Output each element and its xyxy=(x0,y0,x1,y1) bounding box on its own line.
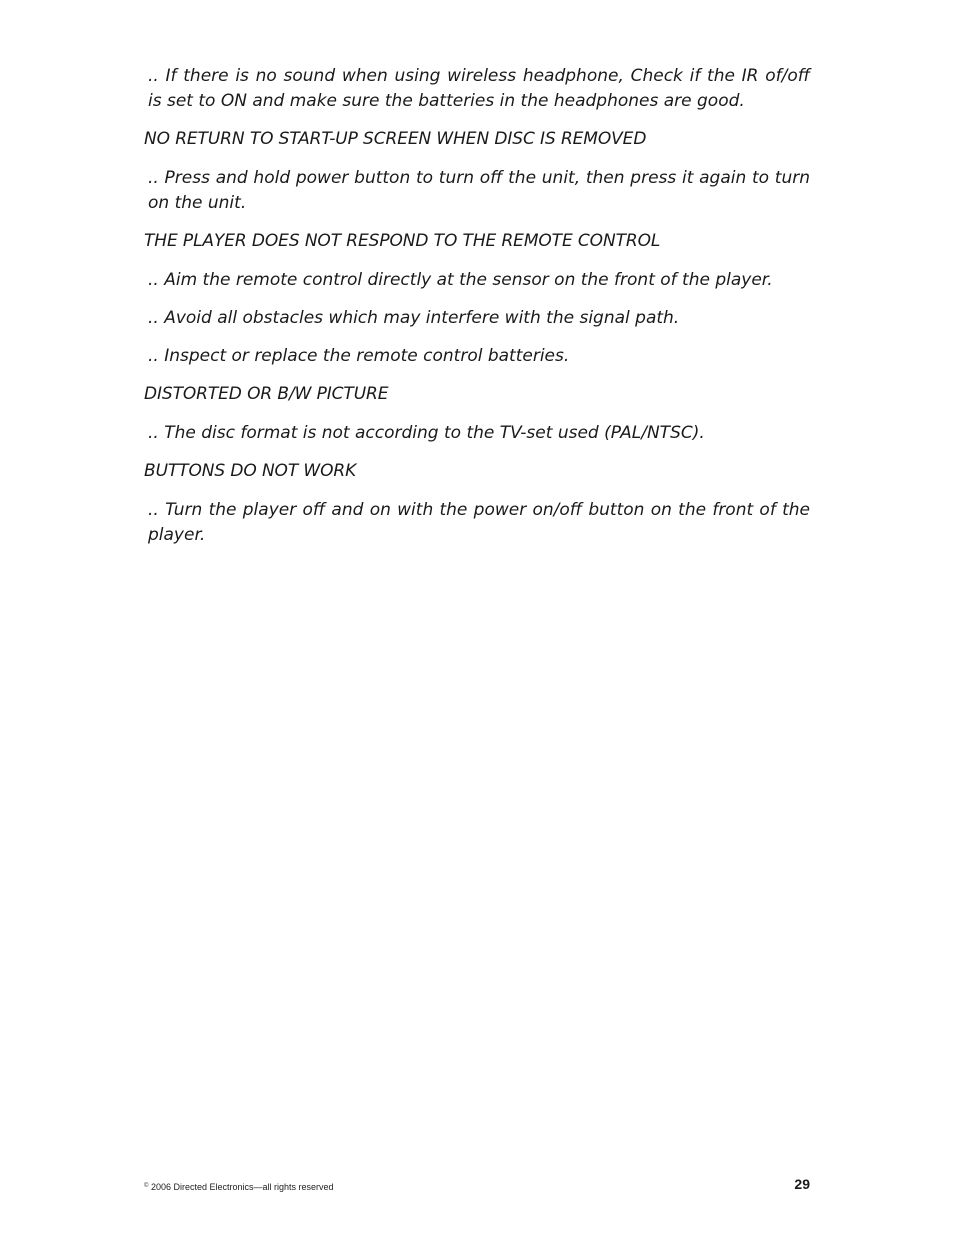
troubleshoot-item-avoid-obstacles: .. Avoid all obstacles which may interfere with the signal path. xyxy=(148,308,680,328)
footer-copyright xyxy=(144,1181,334,1193)
section-heading-buttons-not-working: BUTTONS DO NOT WORK xyxy=(144,461,357,481)
troubleshoot-item-wireless-headphone: .. If there is no sound when using wireless headphone, Check if the IR of/off is set to ON and make sure the batteries in the headphones are good. xyxy=(148,66,810,111)
page-number: 29 xyxy=(794,1176,810,1192)
section-heading-remote-control: THE PLAYER DOES NOT RESPOND TO THE REMOTE CONTROL xyxy=(144,231,661,251)
troubleshoot-item-disc-format: .. The disc format is not according to the TV-set used (PAL/NTSC). xyxy=(148,423,705,443)
copyright-symbol: © xyxy=(144,1183,149,1189)
document-body xyxy=(144,64,810,561)
troubleshoot-item-power-cycle: .. Press and hold power button to turn off the unit, then press it again to turn on the unit. xyxy=(148,168,810,213)
troubleshoot-item-aim-remote: .. Aim the remote control directly at the sensor on the front of the player. xyxy=(148,270,773,290)
troubleshoot-item-replace-batteries: .. Inspect or replace the remote control batteries. xyxy=(148,346,570,366)
section-heading-distorted-picture: DISTORTED OR B/W PICTURE xyxy=(144,384,389,404)
troubleshoot-item-power-toggle: .. Turn the player off and on with the power on/off button on the front of the player. xyxy=(148,500,810,545)
section-heading-no-return-startup: NO RETURN TO START-UP SCREEN WHEN DISC IS REMOVED xyxy=(144,129,647,149)
copyright-text: 2006 Directed Electronics—all rights reserved xyxy=(150,1182,334,1192)
